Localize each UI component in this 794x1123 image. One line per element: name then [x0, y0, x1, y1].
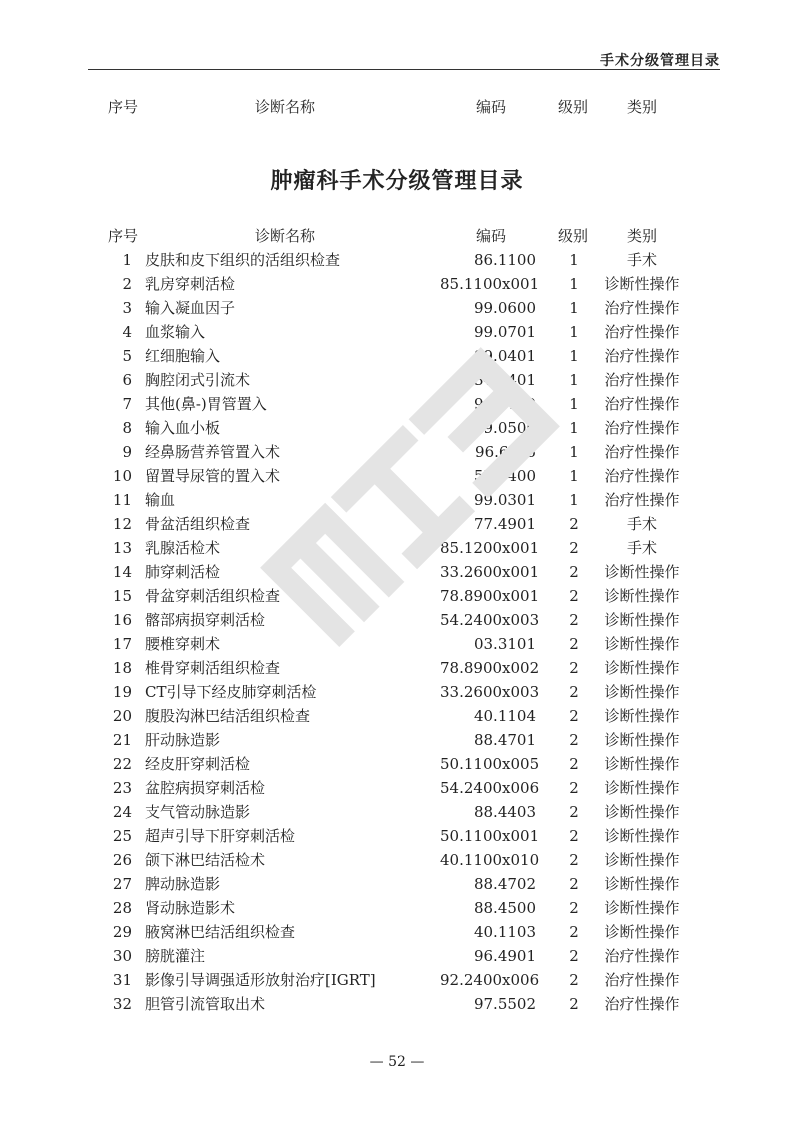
table-row — [0, 968, 794, 992]
row-name: 肺穿刺活检 — [145, 563, 221, 581]
table-row — [0, 848, 794, 872]
row-seq: 26 — [112, 851, 132, 869]
row-seq: 22 — [112, 755, 132, 773]
row-seq: 24 — [112, 803, 132, 821]
row-code: 88.4702 — [473, 875, 536, 893]
row-name: 皮肤和皮下组织的活组织检查 — [145, 251, 341, 269]
header-level: 级别 — [558, 98, 589, 116]
row-level: 2 — [569, 731, 579, 749]
row-level: 2 — [569, 659, 579, 677]
row-level: 1 — [569, 395, 579, 413]
row-seq: 1 — [122, 251, 132, 269]
row-seq: 8 — [122, 419, 132, 437]
row-code: 40.1104 — [473, 707, 536, 725]
row-type: 治疗性操作 — [604, 947, 680, 965]
row-seq: 32 — [112, 995, 132, 1013]
row-type: 诊断性操作 — [604, 683, 680, 701]
row-seq: 29 — [112, 923, 132, 941]
row-level: 2 — [569, 947, 579, 965]
row-type: 手术 — [626, 515, 657, 533]
row-code: 40.1100x010 — [440, 851, 540, 869]
table-row — [0, 416, 794, 440]
row-level: 1 — [569, 323, 579, 341]
table-row — [0, 752, 794, 776]
row-level: 2 — [569, 539, 579, 557]
header-seq: 序号 — [108, 98, 139, 116]
row-name: 膀胱灌注 — [145, 947, 206, 965]
row-seq: 19 — [112, 683, 132, 701]
row-level: 1 — [569, 371, 579, 389]
row-name: 血浆输入 — [145, 323, 206, 341]
table-row — [0, 296, 794, 320]
procedure-table — [0, 248, 794, 1016]
row-type: 诊断性操作 — [604, 731, 680, 749]
row-name: 腋窝淋巴结活组织检查 — [145, 923, 296, 941]
row-level: 1 — [569, 299, 579, 317]
running-head: 手术分级管理目录 — [600, 53, 720, 69]
row-level: 1 — [569, 491, 579, 509]
row-seq: 13 — [112, 539, 132, 557]
row-name: 乳腺活检术 — [145, 539, 221, 557]
row-level: 2 — [569, 515, 579, 533]
row-code: 33.2600x003 — [440, 683, 540, 701]
row-code: 97.5502 — [473, 995, 536, 1013]
row-seq: 21 — [112, 731, 132, 749]
row-type: 治疗性操作 — [604, 443, 680, 461]
table-row — [0, 632, 794, 656]
row-code: 88.4500 — [473, 899, 536, 917]
row-name: 椎骨穿刺活组织检查 — [145, 659, 281, 677]
row-type: 诊断性操作 — [604, 275, 680, 293]
row-level: 1 — [569, 275, 579, 293]
table-row — [0, 320, 794, 344]
row-level: 2 — [569, 995, 579, 1013]
row-name: 骨盆活组织检查 — [145, 515, 251, 533]
row-code: 34.0401 — [473, 371, 536, 389]
row-level: 2 — [569, 779, 579, 797]
row-seq: 2 — [122, 275, 132, 293]
row-type: 诊断性操作 — [604, 563, 680, 581]
row-type: 诊断性操作 — [604, 899, 680, 917]
row-level: 2 — [569, 611, 579, 629]
row-seq: 16 — [112, 611, 132, 629]
table-row — [0, 536, 794, 560]
table-row — [0, 392, 794, 416]
row-seq: 12 — [112, 515, 132, 533]
table-row — [0, 728, 794, 752]
row-type: 手术 — [626, 251, 657, 269]
row-name: 乳房穿刺活检 — [145, 275, 236, 293]
row-code: 99.0401 — [473, 347, 536, 365]
row-code: 96.4901 — [473, 947, 536, 965]
table-row — [0, 512, 794, 536]
row-code: 88.4701 — [473, 731, 536, 749]
table-row — [0, 440, 794, 464]
row-name: 红细胞输入 — [145, 347, 221, 365]
table-row — [0, 344, 794, 368]
row-level: 2 — [569, 875, 579, 893]
row-seq: 5 — [122, 347, 132, 365]
table-row — [0, 464, 794, 488]
table-row — [0, 584, 794, 608]
row-code: 92.2400x006 — [440, 971, 540, 989]
row-seq: 3 — [122, 299, 132, 317]
row-code: 57.9400 — [473, 467, 536, 485]
row-level: 2 — [569, 827, 579, 845]
row-seq: 30 — [112, 947, 132, 965]
row-seq: 18 — [112, 659, 132, 677]
row-code: 03.3101 — [473, 635, 536, 653]
table-row — [0, 920, 794, 944]
row-type: 诊断性操作 — [604, 659, 680, 677]
row-level: 2 — [569, 803, 579, 821]
row-name: 支气管动脉造影 — [145, 803, 251, 821]
row-level: 2 — [569, 635, 579, 653]
row-level: 1 — [569, 347, 579, 365]
row-name: 经皮肝穿刺活检 — [145, 755, 251, 773]
row-code: 86.1100 — [473, 251, 536, 269]
table-row — [0, 776, 794, 800]
row-code: 96.0700 — [473, 395, 536, 413]
row-name: 留置导尿管的置入术 — [145, 467, 281, 485]
row-name: 骨盆穿刺活组织检查 — [145, 587, 281, 605]
row-name: 胸腔闭式引流术 — [145, 371, 251, 389]
row-level: 1 — [569, 419, 579, 437]
row-code: 40.1103 — [473, 923, 536, 941]
row-name: 肾动脉造影术 — [145, 899, 236, 917]
header-level: 级别 — [558, 227, 589, 245]
row-type: 手术 — [626, 539, 657, 557]
row-type: 治疗性操作 — [604, 971, 680, 989]
column-header-repeat — [0, 95, 794, 119]
row-name: 其他(鼻-)胃管置入 — [145, 395, 267, 413]
page-number: — 52 — — [369, 1054, 425, 1070]
row-code: 50.1100x005 — [440, 755, 540, 773]
row-code: 99.0301 — [473, 491, 536, 509]
row-seq: 4 — [122, 323, 132, 341]
row-seq: 27 — [112, 875, 132, 893]
row-code: 85.1200x001 — [440, 539, 540, 557]
row-type: 诊断性操作 — [604, 611, 680, 629]
row-name: 髂部病损穿刺活检 — [145, 611, 266, 629]
table-row — [0, 608, 794, 632]
row-code: 99.0500 — [473, 419, 536, 437]
row-seq: 20 — [112, 707, 132, 725]
row-code: 33.2600x001 — [440, 563, 540, 581]
row-name: 颌下淋巴结活检术 — [145, 851, 266, 869]
table-row — [0, 248, 794, 272]
row-level: 2 — [569, 851, 579, 869]
row-code: 99.0701 — [473, 323, 536, 341]
row-type: 治疗性操作 — [604, 395, 680, 413]
row-name: 胆管引流管取出术 — [145, 995, 266, 1013]
row-type: 诊断性操作 — [604, 923, 680, 941]
row-type: 治疗性操作 — [604, 347, 680, 365]
row-seq: 14 — [112, 563, 132, 581]
header-type: 类别 — [627, 98, 658, 116]
table-row — [0, 896, 794, 920]
row-level: 2 — [569, 587, 579, 605]
row-level: 1 — [569, 251, 579, 269]
row-level: 2 — [569, 755, 579, 773]
row-type: 治疗性操作 — [604, 491, 680, 509]
table-row — [0, 680, 794, 704]
row-code: 78.8900x001 — [440, 587, 540, 605]
row-type: 诊断性操作 — [604, 635, 680, 653]
row-seq: 7 — [122, 395, 132, 413]
row-name: 输血 — [145, 491, 176, 509]
table-row — [0, 272, 794, 296]
row-level: 2 — [569, 899, 579, 917]
page-title: 肿瘤科手术分级管理目录 — [270, 168, 524, 194]
row-type: 治疗性操作 — [604, 419, 680, 437]
row-level: 2 — [569, 707, 579, 725]
row-seq: 17 — [112, 635, 132, 653]
row-seq: 25 — [112, 827, 132, 845]
table-row — [0, 944, 794, 968]
header-code: 编码 — [476, 227, 507, 245]
header-rule — [88, 69, 720, 70]
row-seq: 28 — [112, 899, 132, 917]
row-name: 经鼻肠营养管置入术 — [145, 443, 281, 461]
row-name: 盆腔病损穿刺活检 — [145, 779, 266, 797]
table-row — [0, 368, 794, 392]
row-level: 2 — [569, 923, 579, 941]
row-type: 诊断性操作 — [604, 587, 680, 605]
row-type: 诊断性操作 — [604, 779, 680, 797]
row-type: 诊断性操作 — [604, 827, 680, 845]
row-name: 输入血小板 — [145, 419, 221, 437]
row-type: 治疗性操作 — [604, 995, 680, 1013]
row-level: 2 — [569, 683, 579, 701]
row-type: 治疗性操作 — [604, 323, 680, 341]
table-row — [0, 800, 794, 824]
table-row — [0, 872, 794, 896]
row-type: 诊断性操作 — [604, 851, 680, 869]
row-name: 腹股沟淋巴结活组织检查 — [145, 707, 311, 725]
row-name: 超声引导下肝穿刺活检 — [145, 827, 296, 845]
row-name: 脾动脉造影 — [145, 875, 221, 893]
header-type: 类别 — [627, 227, 658, 245]
row-code: 78.8900x002 — [440, 659, 540, 677]
row-seq: 15 — [112, 587, 132, 605]
table-row — [0, 992, 794, 1016]
row-level: 2 — [569, 971, 579, 989]
row-type: 治疗性操作 — [604, 371, 680, 389]
row-code: 54.2400x006 — [440, 779, 540, 797]
header-name: 诊断名称 — [255, 227, 316, 245]
column-header — [0, 224, 794, 248]
row-seq: 31 — [112, 971, 132, 989]
row-level: 1 — [569, 443, 579, 461]
row-name: CT引导下经皮肺穿刺活检 — [145, 683, 317, 701]
row-type: 诊断性操作 — [604, 755, 680, 773]
table-row — [0, 656, 794, 680]
row-seq: 6 — [122, 371, 132, 389]
row-seq: 11 — [112, 491, 132, 509]
row-name: 肝动脉造影 — [145, 731, 221, 749]
header-code: 编码 — [476, 98, 507, 116]
table-row — [0, 704, 794, 728]
row-level: 1 — [569, 467, 579, 485]
header-name: 诊断名称 — [255, 98, 316, 116]
row-type: 诊断性操作 — [604, 803, 680, 821]
row-seq: 10 — [112, 467, 132, 485]
row-code: 88.4403 — [473, 803, 536, 821]
row-type: 诊断性操作 — [604, 707, 680, 725]
row-code: 50.1100x001 — [440, 827, 540, 845]
table-row — [0, 560, 794, 584]
row-code: 99.0600 — [473, 299, 536, 317]
row-code: 54.2400x003 — [440, 611, 540, 629]
row-code: 85.1100x001 — [440, 275, 540, 293]
row-name: 腰椎穿刺术 — [145, 635, 221, 653]
row-seq: 23 — [112, 779, 132, 797]
row-code: 96.6x05 — [475, 443, 536, 461]
table-row — [0, 824, 794, 848]
row-name: 输入凝血因子 — [145, 299, 236, 317]
row-level: 2 — [569, 563, 579, 581]
table-row — [0, 488, 794, 512]
header-seq: 序号 — [108, 227, 139, 245]
row-code: 77.4901 — [473, 515, 536, 533]
row-seq: 9 — [122, 443, 132, 461]
row-type: 诊断性操作 — [604, 875, 680, 893]
row-name: 影像引导调强适形放射治疗[IGRT] — [145, 971, 376, 989]
row-type: 治疗性操作 — [604, 299, 680, 317]
row-type: 治疗性操作 — [604, 467, 680, 485]
